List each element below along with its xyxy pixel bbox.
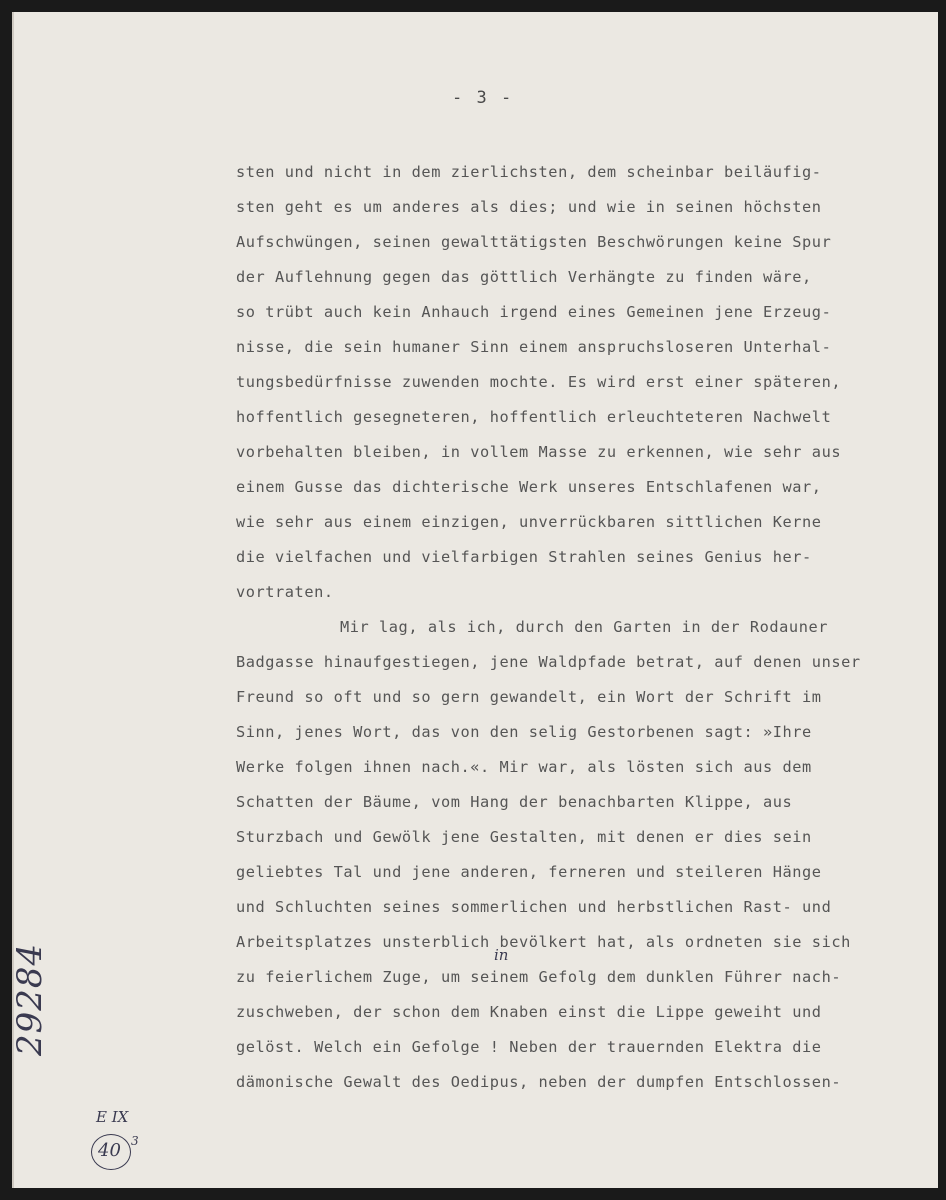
text-line: Badgasse hinaufgestiegen, jene Waldpfade betrat, auf denen unser (236, 653, 861, 671)
text-line: Schatten der Bäume, vom Hang der benachbarten Klippe, aus (236, 793, 793, 811)
text-line: Freund so oft und so gern gewandelt, ein Wort der Schrift im (236, 688, 822, 706)
folio-superscript: 3 (131, 1134, 139, 1148)
text-line: sten und nicht in dem zierlichsten, dem scheinbar beiläufig- (236, 163, 822, 181)
handwritten-insertion: in (494, 946, 509, 964)
text-line: hoffentlich gesegneteren, hoffentlich erleuchteteren Nachwelt (236, 408, 832, 426)
text-line: nisse, die sein humaner Sinn einem anspruchsloseren Unterhal- (236, 338, 832, 356)
text-line: Mir lag, als ich, durch den Garten in der Rodauner (340, 618, 828, 636)
text-line: und Schluchten seines sommerlichen und herbstlichen Rast- und (236, 898, 832, 916)
text-line: vorbehalten bleiben, in vollem Masse zu erkennen, wie sehr aus (236, 443, 842, 461)
text-line: Sturzbach und Gewölk jene Gestalten, mit denen er dies sein (236, 828, 812, 846)
text-line: gelöst. Welch ein Gefolge ! Neben der trauernden Elektra die (236, 1038, 822, 1056)
signature-code: E IX (96, 1108, 129, 1126)
document-page (12, 12, 938, 1188)
text-line: zuschweben, der schon dem Knaben einst die Lippe geweiht und (236, 1003, 822, 1021)
text-line: einem Gusse das dichterische Werk unseres Entschlafenen war, (236, 478, 822, 496)
text-line: geliebtes Tal und jene anderen, ferneren und steileren Hänge (236, 863, 822, 881)
text-line: zu feierlichem Zuge, um seinem Gefolg dem dunklen Führer nach- (236, 968, 842, 986)
page-number: - 3 - (452, 88, 514, 108)
text-line: Werke folgen ihnen nach.«. Mir war, als lösten sich aus dem (236, 758, 812, 776)
text-line: Arbeitsplatzes unsterblich bevölkert hat, als ordneten sie sich (236, 933, 851, 951)
typed-text-body (236, 155, 926, 1100)
text-line: wie sehr aus einem einzigen, unverrückbaren sittlichen Kerne (236, 513, 822, 531)
text-line: Sinn, jenes Wort, das von den selig Gestorbenen sagt: »Ihre (236, 723, 812, 741)
text-line: dämonische Gewalt des Oedipus, neben der dumpfen Entschlossen- (236, 1073, 842, 1091)
folio-number: 40 (98, 1140, 121, 1161)
text-line: die vielfachen und vielfarbigen Strahlen seines Genius her- (236, 548, 812, 566)
text-line: Aufschwüngen, seinen gewalttätigsten Beschwörungen keine Spur (236, 233, 832, 251)
archive-number: 29284 (10, 942, 50, 1056)
text-line: tungsbedürfnisse zuwenden mochte. Es wird erst einer späteren, (236, 373, 842, 391)
text-line: der Auflehnung gegen das göttlich Verhängte zu finden wäre, (236, 268, 812, 286)
text-line: so trübt auch kein Anhauch irgend eines Gemeinen jene Erzeug- (236, 303, 832, 321)
text-line: sten geht es um anderes als dies; und wie in seinen höchsten (236, 198, 822, 216)
text-line: vortraten. (236, 583, 334, 601)
